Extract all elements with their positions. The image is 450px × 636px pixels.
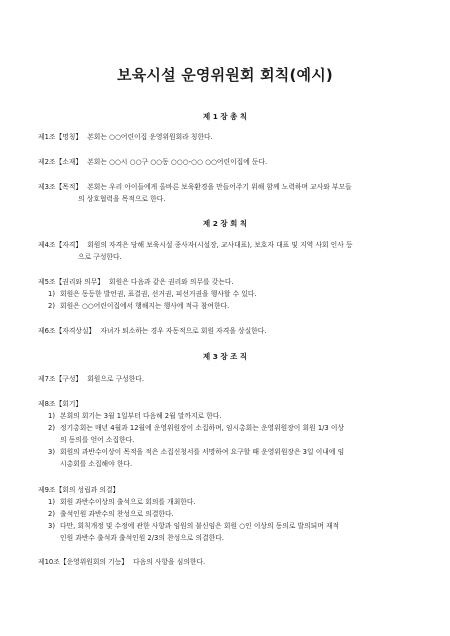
item-number: 1): [48, 412, 55, 420]
item-text: 출석인원 과반수의 찬성으로 의결한다.: [60, 510, 174, 518]
article-6: [38, 326, 430, 336]
article-1-body: 본회는 ○○어린이집 운영위원회라 칭한다.: [87, 133, 213, 141]
item-text-line1: 회원의 과반수이상이 목적을 적은 소집신청서를 서명하여 요구할 때 운영위원장은 3일 이내에 임: [60, 448, 345, 456]
item-number: 2): [48, 302, 55, 310]
article-4: [38, 240, 430, 250]
item-text: 본회의 회기는 3월 1일부터 다음해 2월 말까지로 한다.: [60, 412, 222, 420]
article-8: [38, 399, 430, 409]
item-number: 2): [48, 424, 55, 432]
article-3-body-line2: 의 상호협력을 목적으로 한다.: [78, 195, 166, 203]
item-text-line2: 인원 과반수 출석과 출석인원 2/3의 찬성으로 의결한다.: [60, 534, 224, 542]
article-4-cont: [78, 252, 450, 262]
article-3: [38, 182, 430, 192]
article-2-head: 제2조【소재】: [38, 158, 83, 166]
item-number: 3): [48, 522, 55, 530]
item-number: 1): [48, 290, 55, 298]
article-1: [38, 132, 430, 142]
article-10-body: 다음의 사항을 심의한다.: [133, 558, 206, 566]
item-number: 1): [48, 498, 55, 506]
article-5-body: 회원은 다음과 같은 권리와 의무를 갖는다.: [109, 278, 234, 286]
article-4-head: 제4조【자격】: [38, 241, 83, 249]
item-text: 회원은 동등한 발언권, 표결권, 선거권, 피선거권을 행사할 수 있다.: [60, 290, 257, 298]
item-number: 3): [48, 448, 55, 456]
article-10-head: 제10조【운영위원회의 기능】: [38, 558, 129, 566]
article-3-head: 제3조【목적】: [38, 183, 83, 191]
article-6-body: 자녀가 퇴소하는 경우 자동적으로 회원 자격을 상실한다.: [100, 327, 267, 335]
article-4-body-line2: 으로 구성한다.: [78, 253, 122, 261]
item-text-line2: 시총회를 소집해야 한다.: [60, 460, 133, 468]
item-text-line1: 정기총회는 매년 4월과 12월에 운영위원장이 소집하며, 임시총회는 운영위원장이 회원 1/3 이상: [60, 424, 345, 432]
item-text: 회원은 ○○어린이집에서 행해지는 행사에 적극 참여한다.: [60, 302, 230, 310]
article-6-head: 제6조【자격상실】: [38, 327, 96, 335]
item-text-line2: 의 동의를 얻어 소집한다.: [60, 436, 135, 444]
article-7-body: 회원으로 구성한다.: [87, 375, 145, 383]
article-2: [38, 157, 430, 167]
article-5-head: 제5조【권리와 의무】: [38, 278, 105, 286]
article-10: [38, 557, 430, 567]
chapter-2-heading: 제 2 장 회 칙: [203, 219, 247, 228]
chapter-1-heading: 제 1 장 총 칙: [203, 112, 247, 121]
document-title: 보육시설 운영위원회 회칙(예시): [117, 66, 333, 84]
article-3-cont: [78, 194, 450, 204]
chapter-3-heading: 제 3 장 조 직: [203, 352, 247, 361]
article-7-head: 제7조【구성】: [38, 375, 83, 383]
article-2-body: 본회는 ○○시 ○○구 ○○동 ○○○-○○ ○○어린이집에 둔다.: [87, 158, 268, 166]
article-1-head: 제1조【명칭】: [38, 133, 83, 141]
article-8-item-2: [48, 423, 438, 447]
item-text: 회원 과반수이상의 출석으로 회의를 개최한다.: [60, 498, 196, 506]
article-7: [38, 374, 430, 384]
article-9-item-3: [48, 521, 438, 545]
article-5: [38, 277, 430, 287]
article-3-body-line1: 본회는 우리 아이들에게 올바른 보육환경을 만들어주기 위해 함께 노력하며 교사와 부모들: [87, 183, 352, 191]
item-number: 2): [48, 510, 55, 518]
article-9-head: 제9조【회의 성립과 의결】: [38, 486, 120, 494]
article-9: [38, 485, 430, 495]
article-4-body-line1: 회원의 자격은 당해 보육시설 종사자(시설장, 교사대표), 보호자 대표 및 지역 사회 인사 등: [87, 241, 353, 249]
article-8-head: 제8조【회기】: [38, 400, 83, 408]
item-text-line1: 다만, 회칙개정 및 수정에 관한 사항과 임원의 불신임은 회원 ○인 이상의 동의로 발의되며 재적: [60, 522, 340, 530]
article-8-item-3: [48, 447, 438, 471]
